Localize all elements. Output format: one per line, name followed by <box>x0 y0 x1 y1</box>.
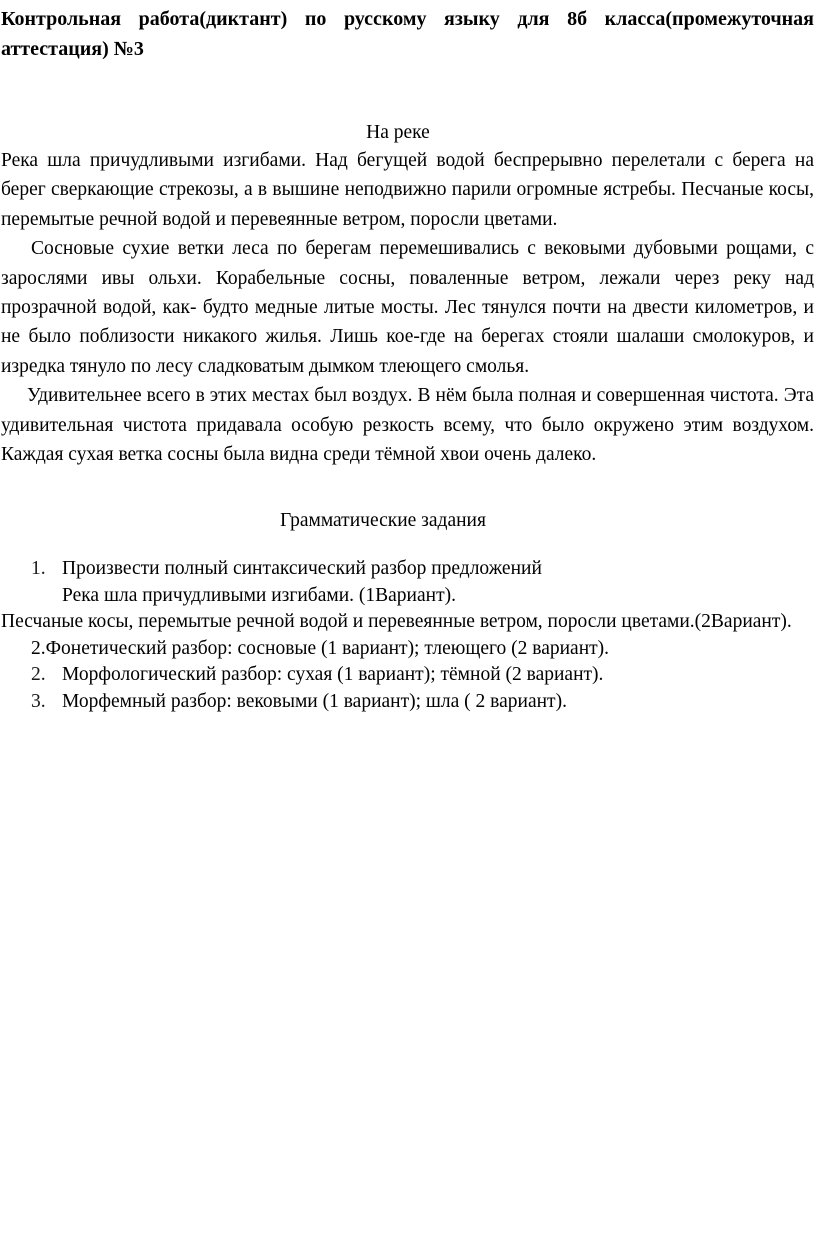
dictation-paragraph-3: Удивительнее всего в этих местах был воздух. В нём была полная и совершенная чистота. Эта удивительная чистота придавала особую резкость всему, что было окружено этим воздухом. Каждая сухая ветка сосны была видна среди тёмной хвои очень далеко. <box>1 385 814 466</box>
task-3-text: Морфологический разбор: сухая (1 вариант); тёмной (2 вариант). <box>62 664 604 685</box>
task-4 <box>1 689 814 716</box>
dictation-paragraph-1: Река шла причудливыми изгибами. Над бегущей водой беспрерывно перелетали с берега на берег сверкающие стрекозы, а в вышине неподвижно парили огромные ястребы. Песчаные косы, перемытые речной водой и перевеянные ветром, поросли цветами. <box>1 150 814 230</box>
grammar-section-title: Грамматические задания <box>280 510 486 531</box>
task-1 <box>1 556 814 583</box>
dictation-paragraph-2: Сосновые сухие ветки леса по берегам перемешивались с вековыми дубовыми рощами, с зарослями ивы ольхи. Корабельные сосны, поваленные ветром, лежали через реку над прозрачной водой, как- будто медные литые мосты. Лес тянулся почти на двести километров, и не было поблизости никакого жилья. Лишь кое-где на берегах стояли шалаши смолокуров, и изредка тянуло по лесу сладковатым дымком тлеющего смолья. <box>1 238 814 377</box>
task-1-text: Произвести полный синтаксический разбор предложений <box>62 558 542 579</box>
task-1-sentence-1: Река шла причудливыми изгибами. (1Вариант). <box>62 584 456 606</box>
task-4-text: Морфемный разбор: вековыми (1 вариант); шла ( 2 вариант). <box>62 690 567 712</box>
task-3 <box>1 662 814 689</box>
dictation-text <box>1 146 814 469</box>
document-title: Контрольная работа(диктант) по русскому языку для 8б класса(промежуточная аттестация) №3 <box>1 8 814 60</box>
task-2: 2.Фонетический разбор: сосновые (1 вариант); тлеющего (2 вариант). <box>31 637 610 659</box>
dictation-title: На реке <box>366 122 430 143</box>
task-3-number: 2. <box>31 664 46 685</box>
task-4-number: 3. <box>31 690 46 712</box>
grammar-task-list <box>1 556 814 715</box>
task-1-sentence-2: Песчаные косы, перемытые речной водой и перевеянные ветром, поросли цветами.(2Вариант). <box>1 611 792 632</box>
task-1-number: 1. <box>31 558 46 579</box>
